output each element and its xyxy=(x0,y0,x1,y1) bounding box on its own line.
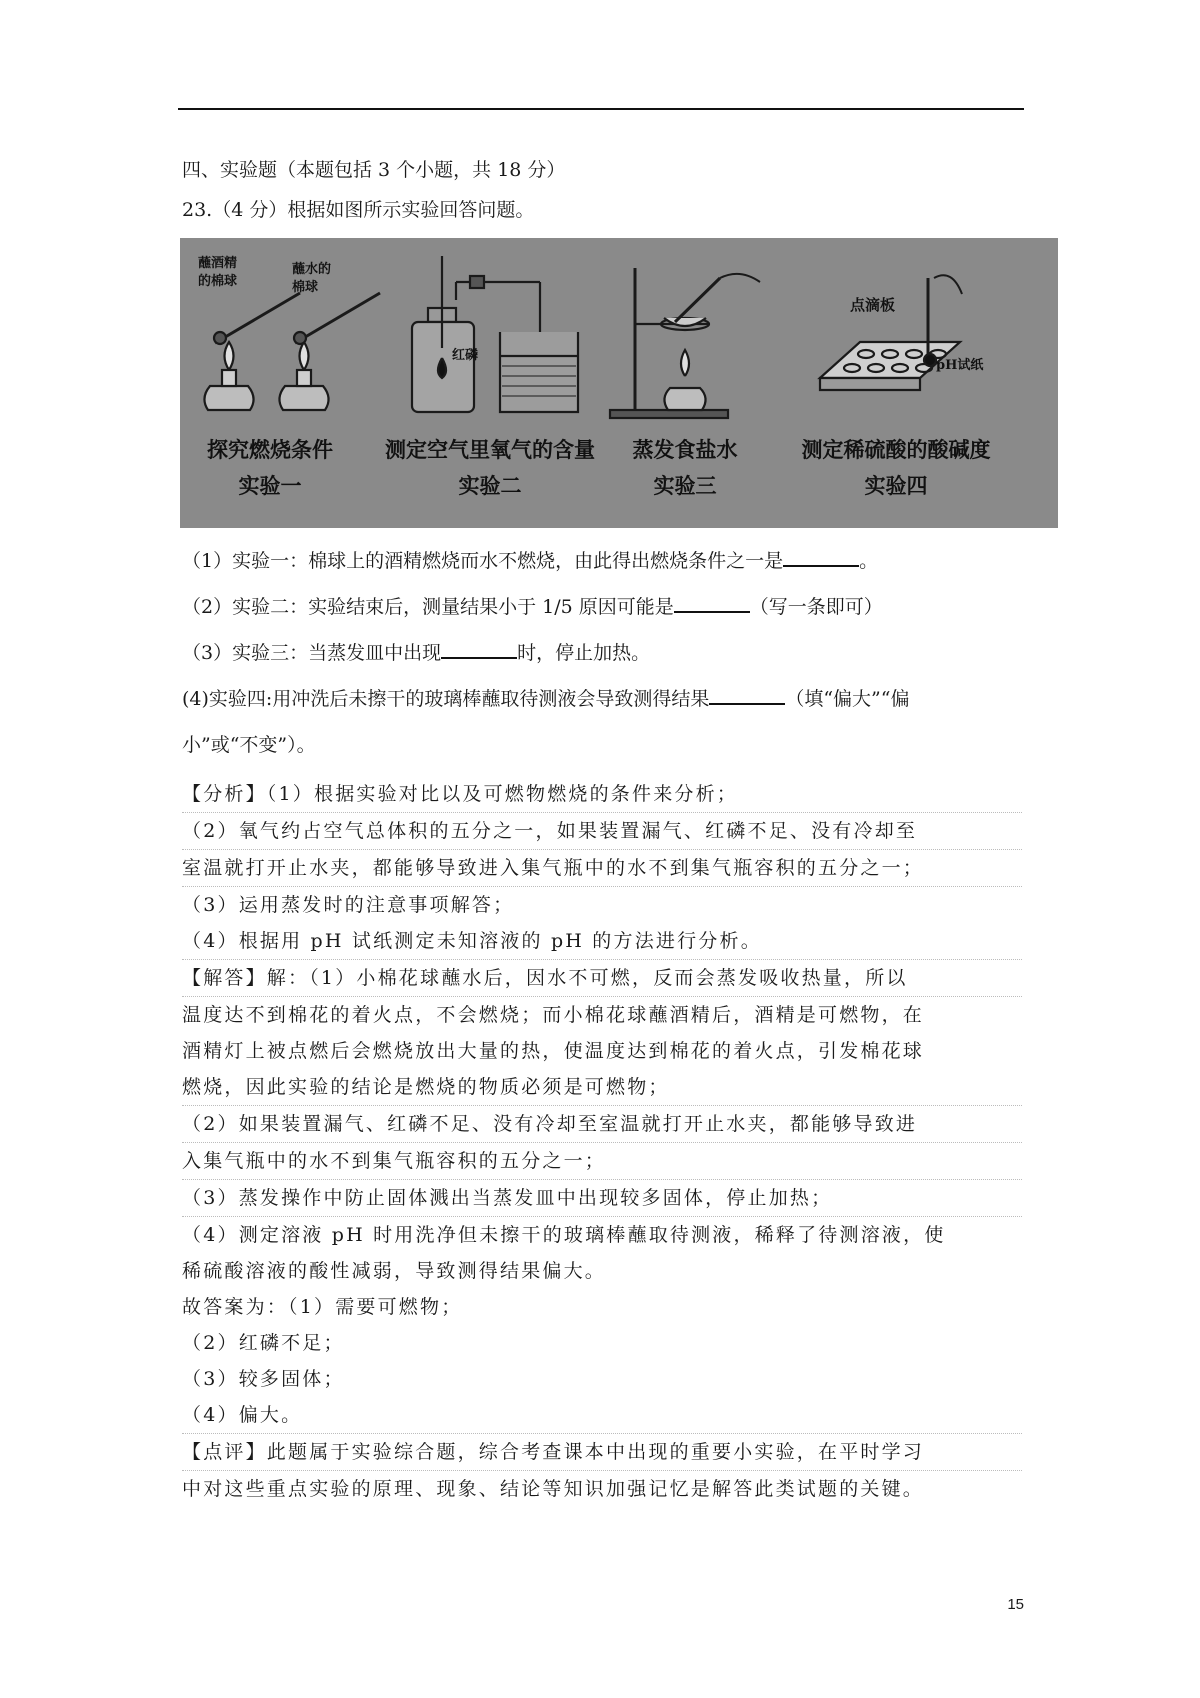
answer-line: 故答案为：（1）需要可燃物； xyxy=(182,1296,463,1318)
water-beaker-icon xyxy=(500,332,578,412)
label-alcohol-ball-2: 的棉球 xyxy=(198,274,238,289)
question-4-text: (4)实验四:用冲洗后未擦干的玻璃棒蘸取待测液会导致测得结果 xyxy=(182,688,710,710)
caption-exp1-name: 实验一 xyxy=(238,473,302,498)
question-3-end: 时，停止加热。 xyxy=(517,642,651,664)
answer-blank-1[interactable] xyxy=(783,547,859,567)
answer-line: （4）偏大。 xyxy=(182,1397,1022,1434)
question-3-text: （3）实验三：当蒸发皿中出现 xyxy=(182,642,442,664)
solution-line: 稀硫酸溶液的酸性减弱，导致测得结果偏大。 xyxy=(182,1260,607,1282)
evaporation-stand-icon xyxy=(610,268,760,418)
analysis-line: 【分析】（1）根据实验对比以及可燃物燃烧的条件来分析； xyxy=(182,776,1022,813)
question-1 xyxy=(182,538,1022,584)
label-water-ball-2: 棉球 xyxy=(292,280,319,295)
solution-line: 温度达不到棉花的着火点，不会燃烧；而小棉花球蘸酒精后，酒精是可燃物，在 xyxy=(182,1004,925,1026)
comment-line: 中对这些重点实验的原理、现象、结论等知识加强记忆是解答此类试题的关键。 xyxy=(182,1478,925,1500)
solution-line: 酒精灯上被点燃后会燃烧放出大量的热，使温度达到棉花的着火点，引发棉花球 xyxy=(182,1040,925,1062)
answer-blank-3[interactable] xyxy=(441,639,517,659)
page-number: 15 xyxy=(1007,1596,1024,1613)
label-water-ball: 蘸水的 xyxy=(292,262,332,277)
caption-exp3-name: 实验三 xyxy=(653,473,717,498)
label-alcohol-ball: 蘸酒精 xyxy=(198,256,238,271)
header-rule xyxy=(178,108,1024,110)
caption-exp4-name: 实验四 xyxy=(864,473,928,498)
section-title: 四、实验题（本题包括 3 个小题，共 18 分） xyxy=(182,159,566,181)
question-4 xyxy=(182,676,1022,722)
label-red-phosphorus: 红磷 xyxy=(452,348,479,363)
answer-blank-2[interactable] xyxy=(674,593,750,613)
analysis-line: （3）运用蒸发时的注意事项解答； xyxy=(182,894,515,916)
solution-line: （2）如果装置漏气、红磷不足、没有冷却至室温就打开止水夹，都能够导致进 xyxy=(182,1106,1022,1143)
comment-line: 【点评】此题属于实验综合题，综合考查课本中出现的重要小实验，在平时学习 xyxy=(182,1434,1022,1471)
solution-line: （4）测定溶液 pH 时用洗净但未擦干的玻璃棒蘸取待测液，稀释了待测溶液，使 xyxy=(182,1224,946,1246)
label-ph-paper: pH试纸 xyxy=(936,358,984,373)
solution-line: 【解答】解：（1）小棉花球蘸水后，因水不可燃，反而会蒸发吸收热量，所以 xyxy=(182,960,1022,997)
question-4-end: （填“偏大”“偏 xyxy=(785,688,910,710)
answer-blank-4[interactable] xyxy=(709,685,785,705)
document-body xyxy=(182,150,1022,1507)
analysis-line: （2）氧气约占空气总体积的五分之一，如果装置漏气、红磷不足、没有冷却至 xyxy=(182,813,1022,850)
caption-exp3: 蒸发食盐水 xyxy=(632,437,738,462)
caption-exp2-name: 实验二 xyxy=(458,473,522,498)
caption-exp2: 测定空气里氧气的含量 xyxy=(385,437,595,462)
question-title: 23.（4 分）根据如图所示实验回答问题。 xyxy=(182,199,535,221)
question-3 xyxy=(182,630,1022,676)
experiment-figure xyxy=(180,238,1058,528)
solution-line: 入集气瓶中的水不到集气瓶容积的五分之一； xyxy=(182,1143,1022,1180)
question-1-end: 。 xyxy=(859,550,879,572)
question-2-end: （写一条即可） xyxy=(749,596,883,618)
question-4-continued: 小”或“不变”）。 xyxy=(182,734,316,756)
analysis-line: 室温就打开止水夹，都能够导致进入集气瓶中的水不到集气瓶容积的五分之一； xyxy=(182,850,1022,887)
caption-exp1: 探究燃烧条件 xyxy=(207,437,333,462)
caption-exp4: 测定稀硫酸的酸碱度 xyxy=(801,437,991,462)
question-2-text: （2）实验二：实验结束后，测量结果小于 1/5 原因可能是 xyxy=(182,596,674,618)
analysis-line: （4）根据用 pH 试纸测定未知溶液的 pH 的方法进行分析。 xyxy=(182,923,1022,960)
question-1-text: （1）实验一：棉球上的酒精燃烧而水不燃烧，由此得出燃烧条件之一是 xyxy=(182,550,784,572)
solution-line: 燃烧，因此实验的结论是燃烧的物质必须是可燃物； xyxy=(182,1069,1022,1106)
solution-line: （3）蒸发操作中防止固体溅出当蒸发皿中出现较多固体，停止加热； xyxy=(182,1180,1022,1217)
answer-line: （2）红磷不足； xyxy=(182,1332,345,1354)
answer-line: （3）较多固体； xyxy=(182,1368,345,1390)
label-spot-plate: 点滴板 xyxy=(850,296,896,314)
alcohol-lamp-right-icon xyxy=(279,293,380,410)
question-2 xyxy=(182,584,1022,630)
